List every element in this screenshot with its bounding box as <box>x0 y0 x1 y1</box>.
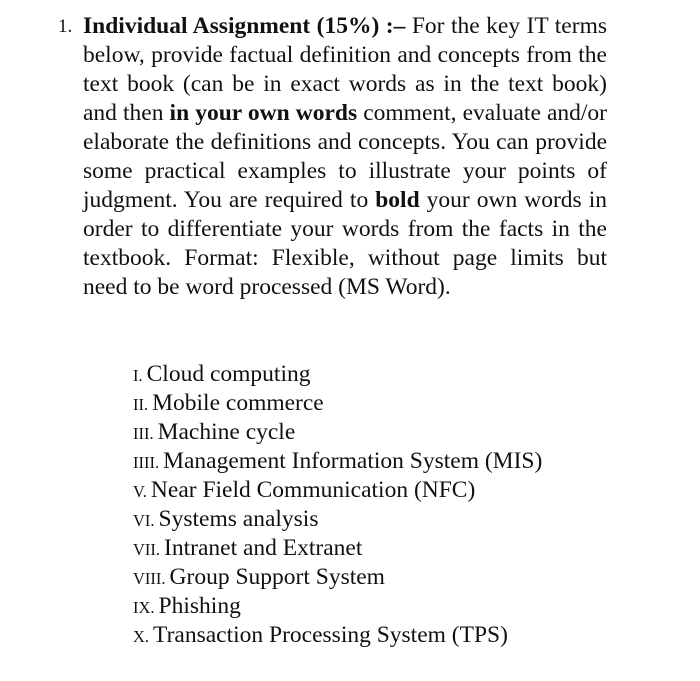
term-label: Management Information System (MIS) <box>163 448 543 474</box>
term-label: Mobile commerce <box>152 390 324 416</box>
term-label: Machine cycle <box>157 419 296 445</box>
term-label: Systems analysis <box>158 506 319 532</box>
term-item <box>133 447 542 476</box>
term-item <box>133 621 542 650</box>
term-number: VI. <box>133 511 155 530</box>
assignment-text-1: For the key IT terms below, provide factual definition and concepts from the text book (can be in exact words as in the text book) and then <box>83 13 607 126</box>
term-label: Group Support System <box>169 564 385 590</box>
term-item <box>133 476 542 505</box>
key-terms-list <box>133 360 542 650</box>
term-number: VIII. <box>133 569 166 588</box>
emphasis-own-words: in your own words <box>169 100 358 126</box>
term-item <box>133 360 542 389</box>
term-number: VII. <box>133 540 161 559</box>
term-number: II. <box>133 395 149 414</box>
term-number: I. <box>133 366 143 385</box>
term-item <box>133 592 542 621</box>
emphasis-bold: bold <box>375 187 420 213</box>
assignment-text-3: your own words in order to differentiate your words from the facts in the textbook. Format: Flexible, without page limits but need to be word processed (MS Word). <box>83 187 607 300</box>
assignment-title: Individual Assignment (15%) :– <box>83 13 406 39</box>
term-number: X. <box>133 627 150 646</box>
term-label: Near Field Communication (NFC) <box>150 477 476 503</box>
term-label: Transaction Processing System (TPS) <box>153 622 508 648</box>
assignment-text-2: comment, evaluate and/or elaborate the definitions and concepts. You can provide some practical examples to illustrate your points of judgment. You are required to <box>83 100 607 213</box>
assignment-paragraph <box>83 12 607 302</box>
term-label: Intranet and Extranet <box>164 535 363 561</box>
term-label: Cloud computing <box>146 361 311 387</box>
term-item <box>133 389 542 418</box>
term-number: V. <box>133 482 147 501</box>
assignment-number: 1. <box>58 16 73 37</box>
term-item <box>133 505 542 534</box>
term-number: IIII. <box>133 453 160 472</box>
term-label: Phishing <box>158 593 241 619</box>
term-item <box>133 418 542 447</box>
term-number: IX. <box>133 598 155 617</box>
term-item <box>133 563 542 592</box>
term-number: III. <box>133 424 154 443</box>
term-item <box>133 534 542 563</box>
